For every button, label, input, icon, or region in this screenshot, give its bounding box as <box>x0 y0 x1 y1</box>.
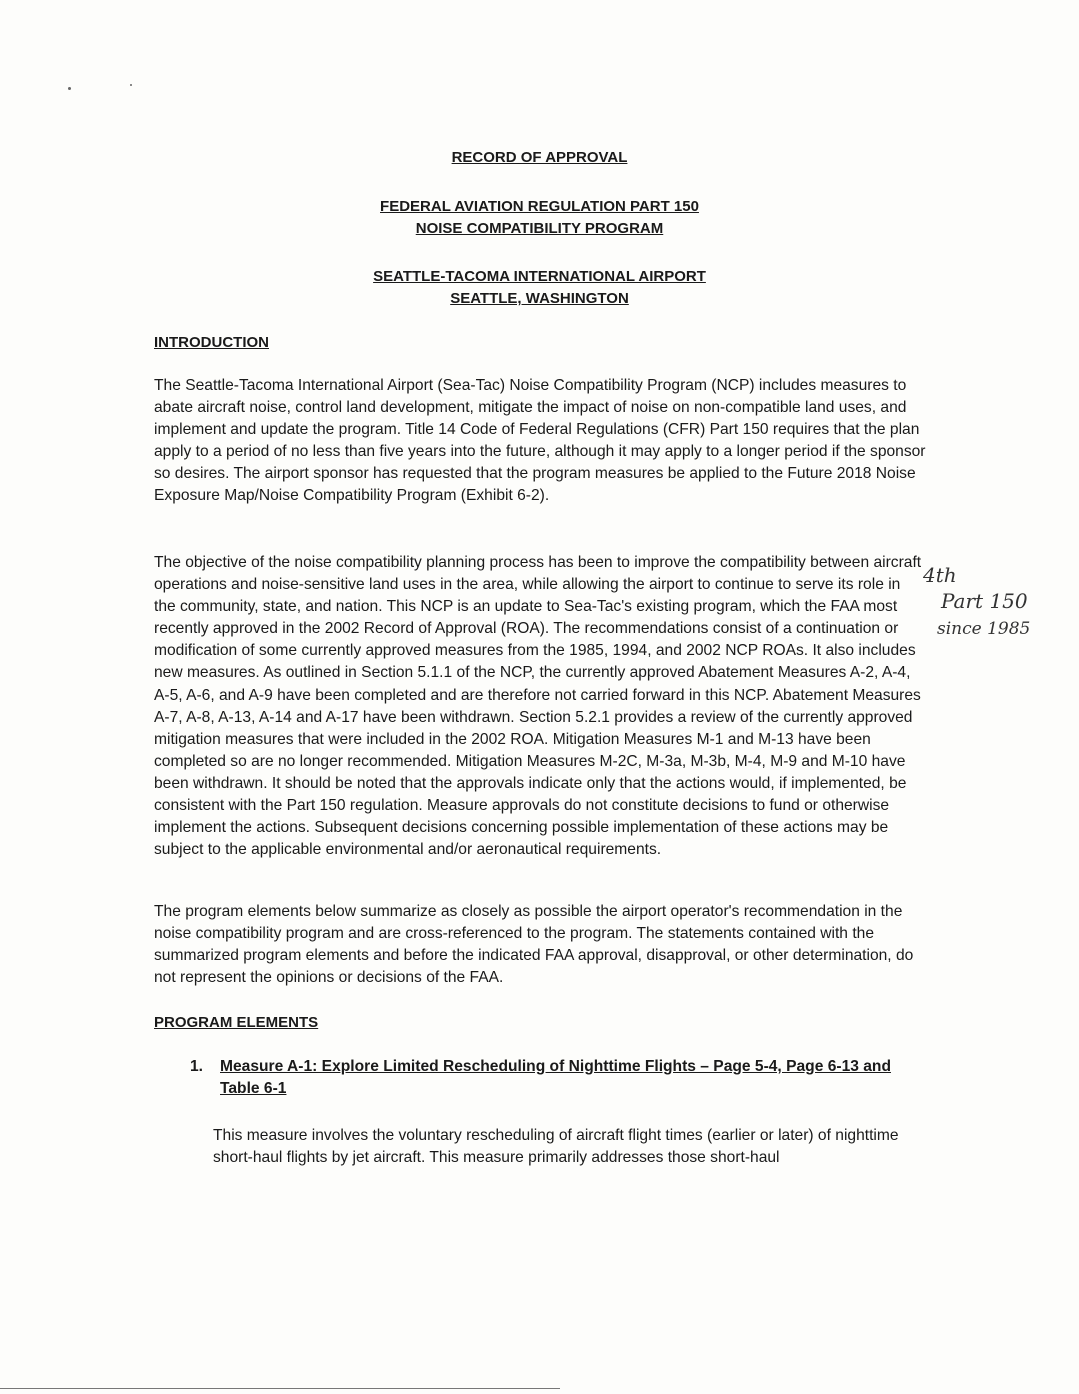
program-elements-heading: PROGRAM ELEMENTS <box>154 1014 319 1031</box>
program-title: NOISE COMPATIBILITY PROGRAM <box>415 220 664 237</box>
program-summary-paragraph: The program elements below summarize as closely as possible the airport operator's recommendation in the noise compatibility program and are cross-referenced to the program. The statements contained with the summarized program elements and before the indicated FAA approval, disapproval, or other determination, do not represent the opinions or decisions of the FAA. <box>154 903 914 987</box>
scan-edge-line <box>0 1388 560 1389</box>
item-title: Measure A-1: Explore Limited Rescheduling of Nighttime Flights – Page 5-4, Page 6-13 and Table 6-1 <box>220 1058 891 1097</box>
objective-paragraph: The objective of the noise compatibility planning process has been to improve the compatibility between aircraft operations and noise-sensitive land uses in the area, while allowing the airport to continue to serve its role in the community, state, and nation. This NCP is an update to Sea-Tac's existing program, which the FAA most recently approved in the 2002 Record of Approval (ROA). The recommendations consist of a continuation or modification of some currently approved measures from the 1985, 1994, and 2002 NCP ROAs. It also includes new measures. As outlined in Section 5.1.1 of the NCP, the currently approved Abatement Measures A-2, A-4, A-5, A-6, and A-9 have been completed and are therefore not carried forward in this NCP. Abatement Measures A-7, A-8, A-13, A-14 and A-17 have been withdrawn. Section 5.2.1 provides a review of the currently approved mitigation measures that were included in the 2002 ROA. Mitigation Measures M-1 and M-13 have been completed so are no longer recommended. Mitigation Measures M-2C, M-3a, M-3b, M-4, M-9 and M-10 have been withdrawn. It should be noted that the approvals indicate only that the actions would, if implemented, be consistent with the Part 150 regulation. Measure approvals do not constitute decisions to fund or otherwise implement the actions. Subsequent decisions concerning possible implementation of these actions may be subject to the applicable environmental and/or aeronautical requirements. <box>154 554 922 859</box>
document-title: RECORD OF APPROVAL <box>451 149 628 166</box>
handwritten-margin-note <box>915 558 1055 648</box>
scan-speck <box>130 84 132 86</box>
item-number: 1. <box>190 1058 204 1075</box>
introduction-heading: INTRODUCTION <box>154 334 269 351</box>
regulation-title: FEDERAL AVIATION REGULATION PART 150 <box>380 198 699 215</box>
intro-paragraph: The Seattle-Tacoma International Airport (Sea-Tac) Noise Compatibility Program (NCP) includes measures to abate aircraft noise, control land development, mitigate the impact of noise on non-compatible land uses, and implement and update the program. Title 14 Code of Federal Regulations (CFR) Part 150 requires that the plan apply to a period of no less than five years into the future, although it may apply to a longer period if the sponsor so desires. The airport sponsor has requested that the program measures be applied to the Future 2018 Noise Exposure Map/Noise Compatibility Program (Exhibit 6-2). <box>154 377 926 505</box>
program-element-item <box>190 1056 920 1100</box>
airport-location: SEATTLE, WASHINGTON <box>450 290 629 307</box>
item-body: This measure involves the voluntary rescheduling of aircraft flight times (earlier or later) of nighttime short-haul flights by jet aircraft. This measure primarily addresses those short-haul <box>213 1127 899 1166</box>
margin-note-line2: Part 150 <box>941 589 1028 613</box>
scan-speck <box>68 87 71 90</box>
airport-name: SEATTLE-TACOMA INTERNATIONAL AIRPORT <box>373 268 706 285</box>
margin-note-line3: since 1985 <box>937 619 1031 639</box>
margin-note-line1: 4th <box>923 563 957 587</box>
